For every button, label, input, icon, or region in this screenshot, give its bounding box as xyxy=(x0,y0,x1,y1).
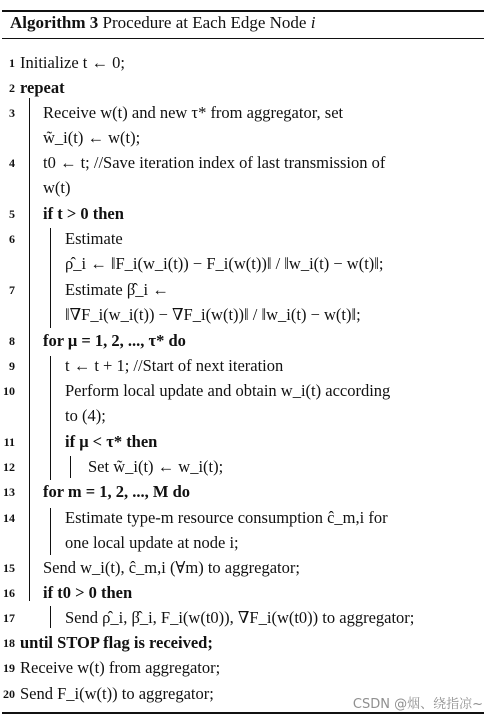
line-number: 14 xyxy=(3,511,15,525)
line-number: 3 xyxy=(9,106,15,120)
for-m-block-bar xyxy=(50,508,51,555)
algo-line-16: if t0 > 0 then xyxy=(43,583,133,602)
caption-rule xyxy=(2,38,484,39)
repeat-block-bar xyxy=(29,98,30,601)
algo-line-9: t ← t + 1; //Start of next iteration xyxy=(65,356,284,375)
algo-line-12: Set w̃_i(t) ← w_i(t); xyxy=(88,457,224,476)
algo-line-14-cont: one local update at node i; xyxy=(65,533,239,552)
if-block-bar xyxy=(50,228,51,328)
algo-line-4-cont: w(t) xyxy=(43,178,71,197)
algo-line-8: for μ = 1, 2, ..., τ* do xyxy=(43,331,186,350)
algo-line-6: Estimate xyxy=(65,229,123,248)
algo-line-4: t0 ← t; //Save iteration index of last transmission of xyxy=(43,153,386,172)
line-number: 17 xyxy=(3,611,15,625)
algorithm-title-var: i xyxy=(310,13,316,32)
algo-line-1: Initialize t ← 0; xyxy=(20,53,125,72)
line-number: 10 xyxy=(3,384,15,398)
line-number: 6 xyxy=(9,232,15,246)
line-number: 16 xyxy=(3,586,15,600)
line-number: 20 xyxy=(3,687,15,701)
bottom-rule xyxy=(2,712,484,714)
line-number: 15 xyxy=(3,561,15,575)
algo-line-7: Estimate β̂_i ← xyxy=(65,280,169,299)
line-number: 11 xyxy=(3,435,15,449)
algo-line-7-cont: ‖∇F_i(w_i(t)) − ∇F_i(w(t))‖ / ‖w_i(t) − w(t)‖; xyxy=(65,305,361,324)
algo-line-11: if μ < τ* then xyxy=(65,432,158,451)
algo-line-14: Estimate type-m resource consumption ĉ_m,i for xyxy=(65,508,388,527)
line-number: 18 xyxy=(3,636,15,650)
line-number: 7 xyxy=(9,283,15,297)
algo-line-19: Receive w(t) from aggregator; xyxy=(20,658,221,677)
algo-line-17: Send ρ̂_i, β̂_i, F_i(w(t0)), ∇F_i(w(t0)) to aggregator; xyxy=(65,608,415,627)
line-number: 8 xyxy=(9,334,15,348)
algo-line-2: repeat xyxy=(20,78,65,97)
algo-line-13: for m = 1, 2, ..., M do xyxy=(43,482,191,501)
top-rule xyxy=(2,10,484,12)
line-number: 4 xyxy=(9,156,15,170)
algorithm-label: Algorithm 3 xyxy=(10,13,99,32)
algo-line-10-cont: to (4); xyxy=(65,406,106,425)
line-number: 2 xyxy=(9,81,15,95)
line-number: 9 xyxy=(9,359,15,373)
if-mu-block-bar xyxy=(70,456,71,478)
algo-line-3-cont: w̃_i(t) ← w(t); xyxy=(43,128,141,147)
algo-line-20: Send F_i(w(t)) to aggregator; xyxy=(20,684,214,703)
line-number: 5 xyxy=(9,207,15,221)
algo-line-5: if t > 0 then xyxy=(43,204,124,223)
algo-line-18: until STOP flag is received; xyxy=(20,633,213,652)
algo-line-10: Perform local update and obtain w_i(t) according xyxy=(65,381,391,400)
line-number: 12 xyxy=(3,460,15,474)
algo-line-15: Send w_i(t), ĉ_m,i (∀m) to aggregator; xyxy=(43,558,300,577)
algo-line-6-cont: ρ̂_i ← ‖F_i(w_i(t)) − F_i(w(t))‖ / ‖w_i(t) − w(t)‖; xyxy=(65,254,384,273)
watermark: CSDN @烟、绕指凉~ xyxy=(352,697,483,712)
algorithm-title: Procedure at Each Edge Node xyxy=(102,13,307,32)
for-mu-block-bar xyxy=(50,356,51,480)
algo-line-3: Receive w(t) and new τ* from aggregator, set xyxy=(43,103,344,122)
line-number: 13 xyxy=(3,485,15,499)
line-number: 1 xyxy=(9,56,15,70)
if-t0-block-bar xyxy=(50,606,51,628)
algorithm-caption xyxy=(10,13,315,33)
line-number: 19 xyxy=(3,661,15,675)
